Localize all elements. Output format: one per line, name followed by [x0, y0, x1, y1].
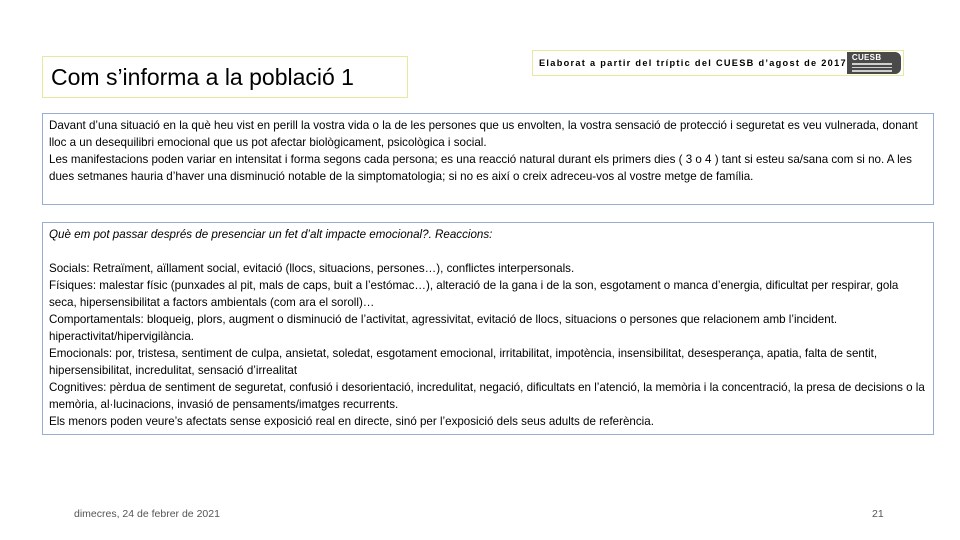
slide-title-text: Com s’informa a la població 1: [51, 63, 354, 90]
logo-text: CUESB: [851, 53, 882, 62]
reaction-cognitive: Cognitives: pèrdua de sentiment de seguretat, confusió i desorientació, incredulitat, negació, dificultats en l’atenció, la memòria i la concentració, la presa de decisions o la memòria, al·lucinacions, invasió de pensaments/imatges recurrents.: [49, 381, 925, 411]
reaction-social: Socials: Retraïment, aïllament social, evitació (llocs, situacions, persones…), conflictes interpersonals.: [49, 262, 575, 275]
reaction-behavioral: Comportamentals: bloqueig, plors, augment o disminució de l’activitat, agressivitat, evitació de llocs, situacions o persones que relacionem amb l’incident. hiperactivitat/hipervigilància.: [49, 313, 838, 343]
intro-paragraph-1: Davant d’una situació en la què heu vist en perill la vostra vida o la de les persones que us envolten, la vostra sensació de protecció i seguretat es veu vulnerada, donant lloc a un desequilibri emocional que us pot afectar biològicament, psicològica i social.: [49, 119, 918, 149]
reaction-minors: Els menors poden veure’s afectats sense exposició real en directe, sinó per l’exposició dels seus adults de referència.: [49, 415, 654, 428]
cuesb-logo: [847, 52, 901, 74]
intro-text-box: [42, 113, 934, 205]
slide-title: [42, 56, 408, 98]
source-banner: [532, 50, 904, 76]
footer-date: dimecres, 24 de febrer de 2021: [74, 508, 220, 520]
page-number: 21: [872, 508, 884, 520]
logo-subtitle-lines: [852, 63, 892, 74]
intro-paragraph-2: Les manifestacions poden variar en intensitat i forma segons cada persona; es una reacció natural durant els primers dies ( 3 o 4 ) tant si esteu sa/sana com si no. A les dues setmanes hauria d’haver una disminució notable de la simptomatologia; si no es així o creix adreceu-vos al vostre metge de família.: [49, 153, 912, 183]
reaction-emotional: Emocionals: por, tristesa, sentiment de culpa, ansietat, soledat, esgotament emocional, irritabilitat, impotència, insensibilitat, desesperança, apatia, falta de sentit, hipersensibilitat, incredulitat, sensació d’irrealitat: [49, 347, 878, 377]
reaction-physical: Físiques: malestar físic (punxades al pit, mals de caps, buit a l’estómac…), alteració de la gana i de la son, esgotament o manca d’energia, dificultat per respirar, gola seca, hipersensibilitat a factors ambientals (com ara el soroll)…: [49, 279, 899, 309]
reactions-text-box: [42, 222, 934, 435]
reactions-intro: Què em pot passar després de presenciar un fet d’alt impacte emocional?. Reaccions:: [49, 228, 493, 241]
source-text: Elaborat a partir del tríptic del CUESB d’agost de 2017: [539, 58, 847, 68]
